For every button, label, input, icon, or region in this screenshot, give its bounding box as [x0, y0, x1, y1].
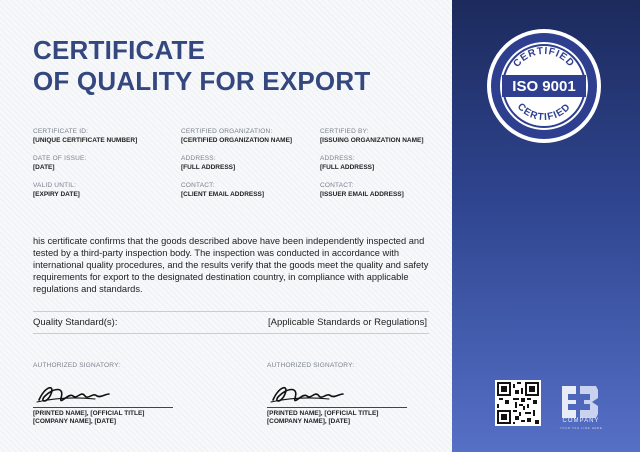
seal-middle-text: ISO 9001: [512, 78, 576, 95]
issuer-address-value: [FULL ADDRESS]: [320, 164, 375, 171]
quality-bottom-divider: [33, 333, 429, 334]
certificate-id-value: [UNIQUE CERTIFICATE NUMBER]: [33, 137, 138, 144]
certificate-title: [33, 35, 443, 97]
company-tagline: YOUR TAG LINE HERE: [559, 426, 603, 430]
signatory-company: [COMPANY NAME], [DATE]: [267, 418, 351, 425]
signatory-name: [PRINTED NAME], [OFFICIAL TITLE]: [33, 410, 145, 417]
details-column-certificate: [33, 128, 137, 209]
signatory-block-right: [267, 362, 427, 425]
certified-by-value: [ISSUING ORGANIZATION NAME]: [320, 137, 424, 144]
valid-until-value: [EXPIRY DATE]: [33, 191, 80, 198]
details-column-issuer: [320, 128, 424, 209]
organization-contact-label: CONTACT:: [181, 182, 215, 189]
valid-until-label: VALID UNTIL:: [33, 182, 77, 189]
quality-standard-value: [Applicable Standards or Regulations]: [268, 317, 427, 328]
date-of-issue-value: [DATE]: [33, 164, 55, 171]
signatory-label: AUTHORIZED SIGNATORY:: [33, 362, 121, 369]
date-of-issue-label: DATE OF ISSUE:: [33, 155, 87, 162]
iso-seal-icon: [486, 28, 602, 144]
signatory-name: [PRINTED NAME], [OFFICIAL TITLE]: [267, 410, 379, 417]
issuer-contact-value: [ISSUER EMAIL ADDRESS]: [320, 191, 404, 198]
title-line-1: CERTIFICATE: [33, 35, 206, 65]
certified-by-label: CERTIFIED BY:: [320, 128, 369, 135]
signature-line: [267, 407, 407, 408]
certified-organization-label: CERTIFIED ORGANIZATION:: [181, 128, 273, 135]
organization-address-value: [FULL ADDRESS]: [181, 164, 236, 171]
signatory-label: AUTHORIZED SIGNATORY:: [267, 362, 355, 369]
signatory-block-left: [33, 362, 193, 425]
quality-standard-label: Quality Standard(s):: [33, 317, 118, 328]
certificate-id-label: CERTIFICATE ID:: [33, 128, 89, 135]
company-name: COMPANY: [562, 418, 600, 424]
organization-address-label: ADDRESS:: [181, 155, 216, 162]
signatory-company: [COMPANY NAME], [DATE]: [33, 418, 117, 425]
issuer-address-label: ADDRESS:: [320, 155, 355, 162]
signature-image: [35, 372, 130, 408]
qr-code-icon: [497, 382, 539, 424]
quality-top-divider: [33, 311, 429, 312]
details-grid: [33, 128, 443, 208]
seal-top-text: CERTIFIED: [511, 45, 577, 70]
certified-organization-value: [CERTIFIED ORGANIZATION NAME]: [181, 137, 293, 144]
qr-code: [495, 380, 541, 426]
signature-image: [269, 372, 364, 408]
details-column-organization: [181, 128, 292, 209]
organization-contact-value: [CLIENT EMAIL ADDRESS]: [181, 191, 265, 198]
seal-bottom-text: CERTIFIED: [514, 101, 574, 124]
title-line-2: OF QUALITY FOR EXPORT: [33, 66, 371, 96]
certificate-statement: his certificate confirms that the goods described above have been independently inspected and tested by a third-party inspection body. The inspection was conducted in accordance with international quality procedures, and the results verify that the goods meet the quality and safety requirements for export to the designated destination country, in compliance with applicable regulations and standards.: [33, 236, 429, 294]
signature-line: [33, 407, 173, 408]
issuer-contact-label: CONTACT:: [320, 182, 354, 189]
